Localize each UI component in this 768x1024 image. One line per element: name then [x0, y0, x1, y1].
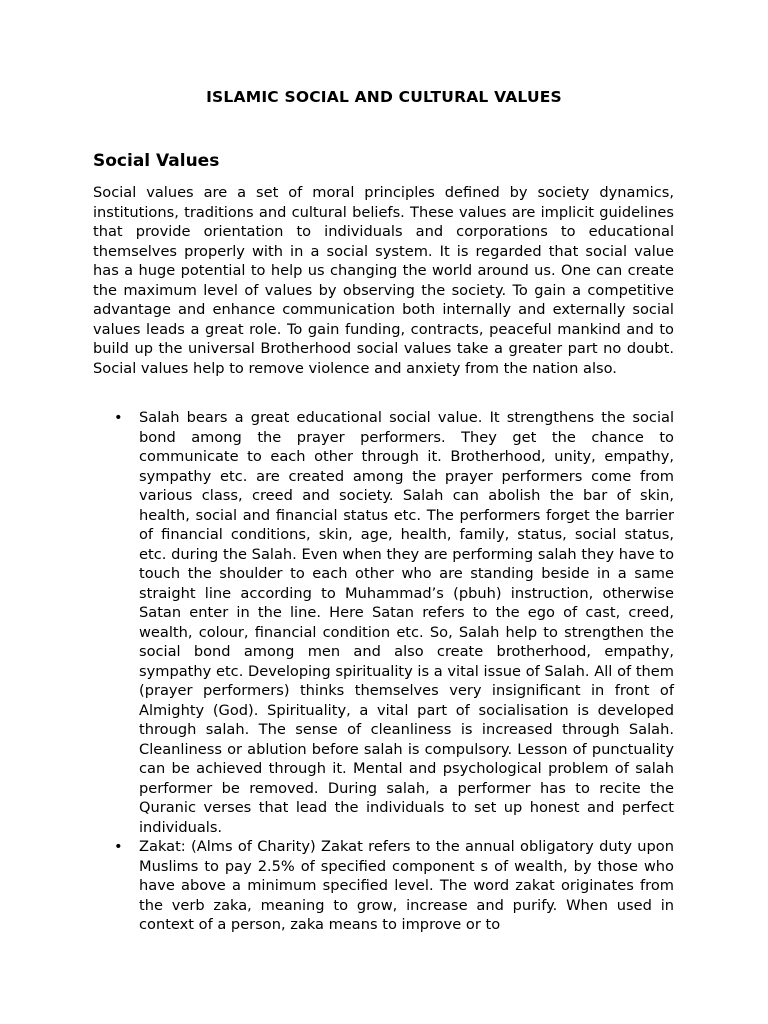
bullet-text: Zakat: (Alms of Charity) Zakat refers to the annual obligatory duty upon Muslims to pay 2.5% of specified component s of wealth, by those who have above a minimum specified level. The word zakat originates from the verb zaka, meaning to grow, increase and purify. When used in context of a person, zaka means to improve or to: [139, 838, 674, 933]
section-heading-social-values: Social Values: [93, 151, 220, 171]
intro-paragraph: Social values are a set of moral principles defined by society dynamics, institutions, traditions and cultural beliefs. These values are implicit guidelines that provide orientation to individuals and corporations to educational themselves properly with in a social system. It is regarded that social value has a huge potential to help us changing the world around us. One can create the maximum level of values by observing the society. To gain a competitive advantage and enhance communication both internally and externally social values leads a great role. To gain funding, contracts, peaceful mankind and to build up the universal Brotherhood social values take a greater part no doubt. Social values help to remove violence and anxiety from the nation also.: [93, 184, 674, 377]
document-title: ISLAMIC SOCIAL AND CULTURAL VALUES: [206, 88, 562, 106]
bullet-text: Salah bears a great educational social value. It strengthens the social bond among the prayer performers. They get the chance to communicate to each other through it. Brotherhood, unity, empathy, sympathy etc. are created among the prayer performers come from various class, creed and society. Salah can abolish the bar of skin, health, social and financial status etc. The performers forget the barrier of financial conditions, skin, age, health, family, status, social status, etc. during the Salah. Even when they are performing salah they have to touch the shoulder to each other who are standing beside in a same straight line according to Muhammad’s (pbuh) instruction, otherwise Satan enter in the line. Here Satan refers to the ego of cast, creed, wealth, colour, financial condition etc. So, Salah help to strengthen the social bond among men and also create brotherhood, empathy, sympathy etc. Developing spirituality is a vital issue of Salah. All of them (prayer performers) thinks themselves very insignificant in front of Almighty (God). Spirituality, a vital part of socialisation is developed through salah. The sense of cleanliness is increased through Salah. Cleanliness or ablution before salah is compulsory. Lesson of punctuality can be achieved through it. Mental and psychological problem of salah performer be removed. During salah, a performer has to recite the Quranic verses that lead the individuals to set up honest and perfect individuals.: [139, 409, 674, 836]
bullet-icon: •: [114, 409, 123, 426]
bullet-list: [93, 408, 674, 935]
bullet-item-salah: [93, 408, 674, 837]
bullet-icon: •: [114, 838, 123, 855]
bullet-item-zakat: [93, 837, 674, 935]
